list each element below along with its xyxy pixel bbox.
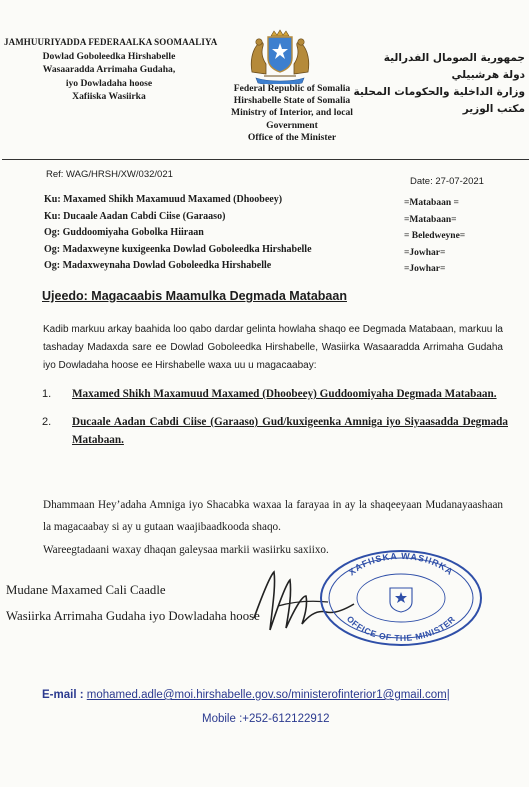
letter-subject: Ujeedo: Magacaabis Maamulka Degmada Matabaan xyxy=(42,289,347,303)
signer-name: Mudane Maxamed Cali Caadle xyxy=(6,583,166,597)
list-item xyxy=(40,413,510,449)
svg-text:XAFIISKA WASIIRKA xyxy=(347,551,456,577)
recipient-place: = Beledweyne= xyxy=(404,231,466,242)
list-item-text: Maxamed Shikh Maxamuud Maxamed (Dhoobeey) Guddoomiyaha Degmada Matabaan. xyxy=(72,388,497,400)
header-center-line: Ministry of Interior, and local xyxy=(231,107,353,119)
footer-mobile: Mobile :+252-612122912 xyxy=(202,713,330,725)
recipient-name: Og: Guddoomiyaha Gobolka Hiiraan xyxy=(44,227,204,239)
header-left-line: iyo Dowladaha hoose xyxy=(65,77,153,89)
stamp-bottom-text: OFFICE OF THE MINISTER xyxy=(344,613,458,644)
appointment-list xyxy=(40,385,510,459)
letter-date: Date: 27-07-2021 xyxy=(410,176,484,187)
email-label: E-mail : xyxy=(42,689,84,701)
body-paragraph: Dhammaan Hey’adaha Amniga iyo Shacabka waxaa la farayaa in ay la shaqeeyaan Mudanayaashaan la magacaabay si ay u gutaan waajibaadkooda shaqo. xyxy=(43,499,503,533)
header-center-line: Federal Republic of Somalia xyxy=(233,83,351,94)
header-left-line: Dowlad Goboleedka Hirshabelle xyxy=(42,50,176,62)
recipient-place: =Matabaan = xyxy=(404,198,459,208)
header-center-line: Hirshabelle State of Somalia xyxy=(233,95,351,107)
header-left-block xyxy=(4,36,218,104)
reference-number: Ref: WAG/HRSH/XW/032/021 xyxy=(46,169,173,180)
list-item xyxy=(40,385,510,403)
recipient-list xyxy=(44,194,312,277)
header-right-block xyxy=(353,50,525,118)
recipient-name: Og: Madaxweyne kuxigeenka Dowlad Goboleedka Hirshabelle xyxy=(44,243,312,255)
stamp-top-text: XAFIISKA WASIIRKA xyxy=(346,550,456,578)
closing-line: Wareegtadaani waxay dhaqan galeysaa markii wasiirku saxiixo. xyxy=(43,544,329,556)
header-center-line: Government xyxy=(266,119,318,131)
intro-paragraph: Kadib markuu arkay baahida loo qabo dardar gelinta howlaha shaqo ee Degmada Matabaan, markuu la tashaday Madaxda sare ee Dowlad Goboleedka Hirshabelle, Wasiirka Wasaaradda Arrimaha Gudaha iyo Dowladaha hoose ee Hirshabelle waxa uu u magacaabay: xyxy=(43,324,503,371)
recipient-place: =Matabaan= xyxy=(404,214,457,225)
header-divider xyxy=(2,159,529,160)
header-right-line: دولة هرشبيلي xyxy=(451,69,525,81)
recipient-name: Og: Madaxweynaha Dowlad Goboleedka Hirshabelle xyxy=(44,260,272,272)
header-right-line: وزارة الداخلية والحكومات المحلية xyxy=(353,86,525,98)
list-item-number: 2. xyxy=(42,416,52,428)
header-center-block xyxy=(212,83,372,144)
recipient-name: Ku: Maxamed Shikh Maxamuud Maxamed (Dhoobeey) xyxy=(44,194,283,205)
footer-email xyxy=(42,689,450,701)
recipient-name: Ku: Ducaale Aadan Cabdi Ciise (Garaaso) xyxy=(44,210,226,222)
header-left-line: JAMHUURIYADDA FEDERAALKA SOOMAALIYA xyxy=(4,37,218,47)
header-left-line: Xafiiska Wasiirka xyxy=(72,91,146,102)
signer-block xyxy=(6,577,260,629)
coat-of-arms-emblem xyxy=(244,28,316,84)
email-link[interactable]: mohamed.adle@moi.hirshabelle.gov.so/ministerofinterior1@gmail.com| xyxy=(86,689,450,701)
recipient-place: =Jowhar= xyxy=(404,264,446,275)
list-item-text: Ducaale Aadan Cabdi Ciise (Garaaso) Gud/kuxigeenka Amniga iyo Siyaasadda Degmada Matabaan. xyxy=(72,416,508,446)
official-stamp xyxy=(318,548,484,648)
header-center-line: Office of the Minister xyxy=(247,131,337,143)
header-left-line: Wasaaradda Arrimaha Gudaha, xyxy=(42,64,176,75)
signer-title: Wasiirka Arrimaha Gudaha iyo Dowladaha hoose xyxy=(6,609,260,623)
recipient-place-list xyxy=(404,198,465,281)
recipient-place: =Jowhar= xyxy=(404,247,446,258)
header-right-line: جمهورية الصومال الفدرالية xyxy=(383,52,525,64)
list-item-number: 1. xyxy=(42,388,52,400)
header-right-line: مكتب الوزير xyxy=(462,103,525,115)
